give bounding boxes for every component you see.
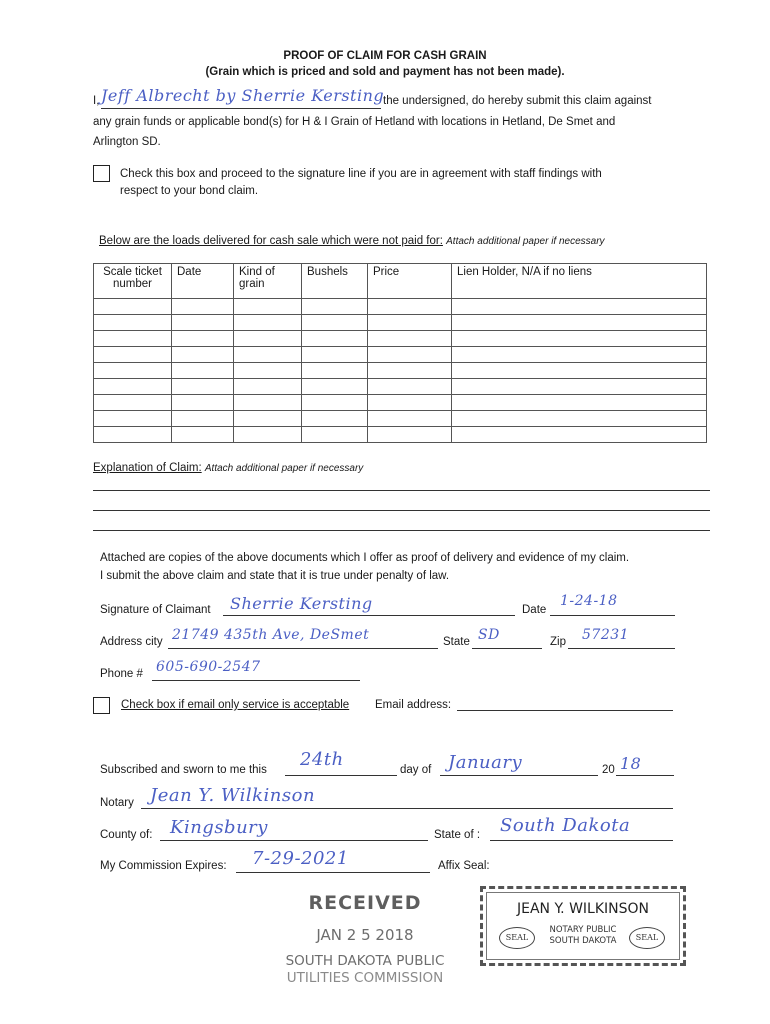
table-cell[interactable]: [172, 363, 234, 379]
table-cell[interactable]: [94, 331, 172, 347]
zip-value: 57231: [582, 627, 630, 643]
seal-badge-left: SEAL: [499, 927, 535, 949]
table-row: [94, 299, 707, 315]
table-cell[interactable]: [234, 331, 302, 347]
table-cell[interactable]: [94, 347, 172, 363]
date-line[interactable]: [550, 615, 675, 616]
column-header-scale-ticket: Scale ticket number: [94, 264, 172, 299]
year-value: 18: [620, 754, 642, 773]
phone-value: 605-690-2547: [156, 659, 261, 675]
zip-line[interactable]: [568, 648, 675, 649]
received-stamp-line3: SOUTH DAKOTA PUBLIC: [285, 953, 445, 969]
table-cell[interactable]: [302, 347, 368, 363]
year-prefix: 20: [602, 764, 615, 776]
loads-table: [93, 263, 707, 443]
zip-label: Zip: [550, 636, 566, 648]
phone-label: Phone #: [100, 668, 143, 680]
table-cell[interactable]: [302, 395, 368, 411]
form-subtitle: (Grain which is priced and sold and payment has not been made).: [205, 66, 565, 78]
sworn-day-value: 24th: [300, 749, 344, 770]
column-header-price: Price: [368, 264, 452, 299]
table-cell[interactable]: [94, 363, 172, 379]
table-row: [94, 315, 707, 331]
phone-line[interactable]: [152, 680, 360, 681]
table-cell[interactable]: [452, 411, 707, 427]
table-cell[interactable]: [172, 347, 234, 363]
agreement-checkbox[interactable]: [93, 165, 110, 182]
sworn-label: Subscribed and sworn to me this: [100, 764, 267, 776]
notary-seal-subtitle: [541, 925, 625, 947]
explanation-heading: [93, 458, 363, 479]
table-cell[interactable]: [234, 347, 302, 363]
state-value: SD: [478, 627, 500, 643]
table-cell[interactable]: [452, 331, 707, 347]
table-cell[interactable]: [94, 315, 172, 331]
table-row: [94, 379, 707, 395]
table-cell[interactable]: [368, 315, 452, 331]
commission-expires-value: 7-29-2021: [252, 848, 349, 869]
table-cell[interactable]: [172, 331, 234, 347]
email-address-line[interactable]: [457, 710, 673, 711]
table-cell[interactable]: [302, 315, 368, 331]
received-stamp-date: JAN 2 5 2018: [316, 926, 414, 944]
table-cell[interactable]: [368, 411, 452, 427]
table-cell[interactable]: [368, 331, 452, 347]
received-stamp-title: RECEIVED: [308, 892, 422, 914]
table-row: [94, 347, 707, 363]
table-cell[interactable]: [172, 299, 234, 315]
explanation-line-2[interactable]: [93, 510, 710, 511]
notary-seal-line1: NOTARY PUBLIC: [549, 925, 617, 935]
table-row: [94, 331, 707, 347]
table-cell[interactable]: [452, 315, 707, 331]
county-line[interactable]: [160, 840, 428, 841]
notary-seal: [480, 886, 686, 966]
table-cell[interactable]: [234, 299, 302, 315]
intro-text-2: any grain funds or applicable bond(s) for H & I Grain of Hetland with locations in Hetland, De Smet and: [93, 116, 616, 128]
notary-state-line[interactable]: [490, 840, 673, 841]
column-header-bushels: Bushels: [302, 264, 368, 299]
table-cell[interactable]: [94, 299, 172, 315]
received-stamp-line4: UTILITIES COMMISSION: [286, 970, 444, 986]
table-cell[interactable]: [302, 411, 368, 427]
table-cell[interactable]: [302, 331, 368, 347]
loads-heading: [99, 231, 605, 252]
table-cell[interactable]: [302, 363, 368, 379]
table-cell[interactable]: [234, 427, 302, 443]
table-cell[interactable]: [234, 411, 302, 427]
notary-seal-name: JEAN Y. WILKINSON: [516, 901, 650, 917]
table-cell[interactable]: [302, 299, 368, 315]
table-row: [94, 395, 707, 411]
table-cell[interactable]: [172, 315, 234, 331]
table-cell[interactable]: [452, 379, 707, 395]
table-cell[interactable]: [94, 411, 172, 427]
date-label: Date: [522, 604, 547, 616]
county-label: County of:: [100, 829, 153, 841]
form-title: PROOF OF CLAIM FOR CASH GRAIN: [283, 50, 487, 62]
agreement-text-2: respect to your bond claim.: [120, 185, 259, 197]
explanation-note: Attach additional paper if necessary: [204, 463, 364, 474]
table-cell[interactable]: [368, 347, 452, 363]
table-cell[interactable]: [94, 395, 172, 411]
claimant-name-line: [101, 108, 381, 109]
table-cell[interactable]: [234, 315, 302, 331]
statement-line-1: Attached are copies of the above documents which I offer as proof of delivery and evidence of my claim.: [100, 552, 630, 564]
affix-seal-label: Affix Seal:: [438, 860, 490, 872]
table-header-row: [94, 264, 707, 299]
table-cell[interactable]: [172, 395, 234, 411]
loads-heading-text: Below are the loads delivered for cash sale which were not paid for:: [99, 235, 443, 247]
year-line[interactable]: [616, 775, 674, 776]
commission-expires-line[interactable]: [236, 872, 430, 873]
column-header-lien-holder: Lien Holder, N/A if no liens: [452, 264, 707, 299]
table-cell[interactable]: [302, 379, 368, 395]
notary-line[interactable]: [141, 808, 673, 809]
agreement-text-1: Check this box and proceed to the signature line if you are in agreement with staff findings with: [120, 168, 602, 180]
column-header-date: Date: [172, 264, 234, 299]
address-line[interactable]: [168, 648, 438, 649]
intro-prefix: I,: [93, 95, 100, 107]
explanation-line-3[interactable]: [93, 530, 710, 531]
table-cell[interactable]: [234, 379, 302, 395]
sworn-day-line[interactable]: [285, 775, 397, 776]
table-row: [94, 411, 707, 427]
table-cell[interactable]: [452, 363, 707, 379]
table-cell[interactable]: [302, 427, 368, 443]
sworn-month-value: January: [448, 752, 523, 773]
signature-value: Sherrie Kersting: [230, 594, 373, 613]
table-cell[interactable]: [94, 379, 172, 395]
table-cell[interactable]: [172, 411, 234, 427]
state-line[interactable]: [472, 648, 542, 649]
intro-text-1: the undersigned, do hereby submit this claim against: [383, 95, 652, 107]
table-cell[interactable]: [368, 395, 452, 411]
address-value: 21749 435th Ave, DeSmet: [172, 627, 370, 643]
commission-expires-label: My Commission Expires:: [100, 860, 227, 872]
table-cell[interactable]: [172, 379, 234, 395]
email-service-label: Check box if email only service is acceptable: [121, 699, 350, 711]
table-row: [94, 363, 707, 379]
notary-state-value: South Dakota: [500, 815, 631, 836]
notary-value: Jean Y. Wilkinson: [150, 785, 316, 806]
sworn-month-line[interactable]: [440, 775, 598, 776]
notary-label: Notary: [100, 797, 134, 809]
table-cell[interactable]: [452, 299, 707, 315]
table-cell[interactable]: [94, 427, 172, 443]
table-cell[interactable]: [368, 427, 452, 443]
signature-line[interactable]: [223, 615, 515, 616]
seal-badge-right: SEAL: [629, 927, 665, 949]
table-cell[interactable]: [452, 347, 707, 363]
table-cell[interactable]: [234, 395, 302, 411]
table-cell[interactable]: [452, 427, 707, 443]
county-value: Kingsbury: [170, 817, 268, 838]
statement-line-2: I submit the above claim and state that it is true under penalty of law.: [100, 570, 450, 582]
intro-text-3: Arlington SD.: [93, 136, 161, 148]
claimant-name-handwritten: Jeff Albrecht by Sherrie Kersting: [101, 86, 385, 105]
notary-state-label: State of :: [434, 829, 481, 841]
explanation-label: Explanation of Claim:: [93, 462, 202, 474]
email-service-checkbox[interactable]: [93, 697, 110, 714]
table-cell[interactable]: [368, 363, 452, 379]
email-address-label: Email address:: [375, 699, 452, 711]
column-header-kind-of-grain: Kind of grain: [234, 264, 302, 299]
table-cell[interactable]: [172, 427, 234, 443]
date-value: 1-24-18: [560, 593, 618, 609]
table-cell[interactable]: [368, 299, 452, 315]
address-label: Address city: [100, 636, 163, 648]
state-label: State: [443, 636, 470, 648]
signature-label: Signature of Claimant: [100, 604, 211, 616]
table-cell[interactable]: [234, 363, 302, 379]
table-row: [94, 427, 707, 443]
explanation-line-1[interactable]: [93, 490, 710, 491]
day-of-label: day of: [400, 764, 432, 776]
table-cell[interactable]: [452, 395, 707, 411]
notary-seal-line2: SOUTH DAKOTA: [549, 936, 617, 946]
table-cell[interactable]: [368, 379, 452, 395]
loads-note: Attach additional paper if necessary: [446, 236, 605, 247]
